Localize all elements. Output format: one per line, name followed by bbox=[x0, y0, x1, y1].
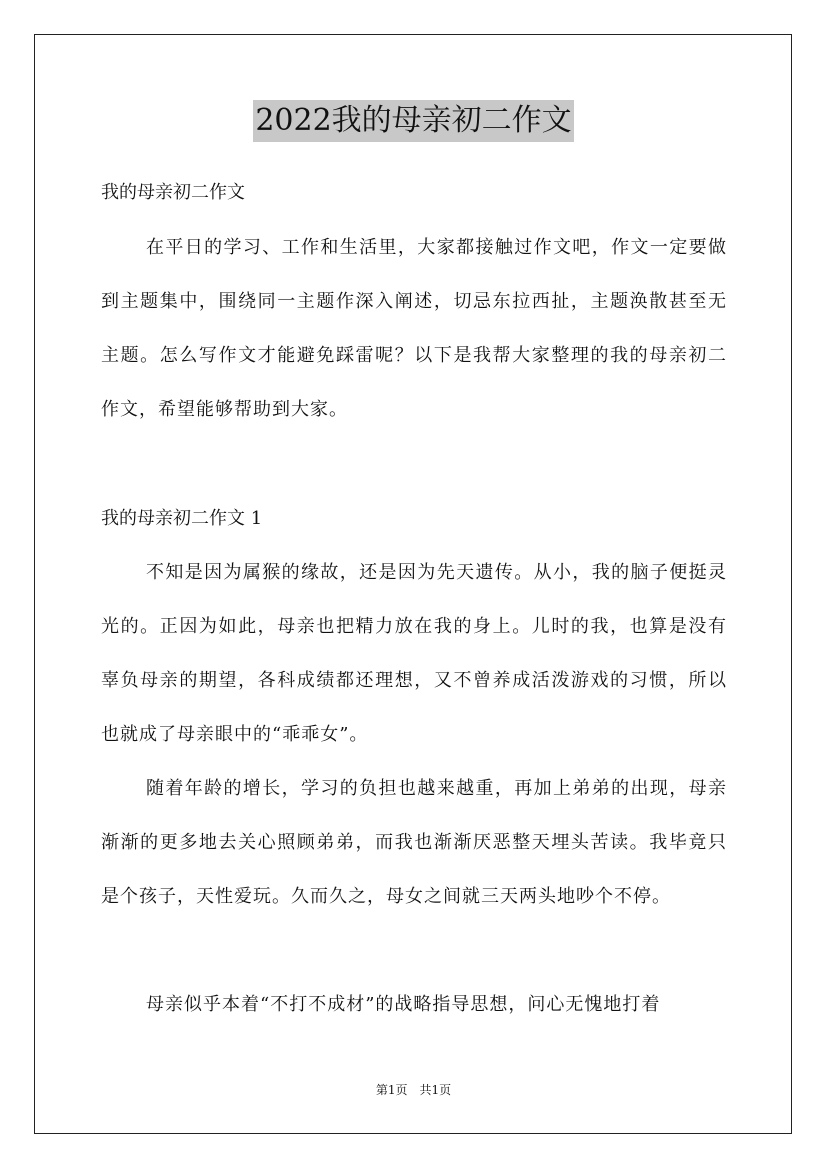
body-paragraph-1: 不知是因为属猴的缘故，还是因为先天遗传。从小，我的脑子便挺灵光的。正因为如此，母亲也把精力放在我的身上。儿时的我，也算是没有辜负母亲的期望，各科成绩都还理想，又不曾养成活泼游戏的习惯，所以也就成了母亲眼中的“乖乖女”。 bbox=[101, 562, 727, 745]
document-title: 2022我的母亲初二作文 bbox=[253, 100, 573, 142]
body-paragraph-3: 母亲似乎本着“不打不成材”的战略指导思想，问心无愧地打着 bbox=[146, 994, 661, 1015]
page-footer: 第1页 共1页 bbox=[375, 1083, 452, 1097]
title-container bbox=[0, 100, 827, 142]
intro-paragraph: 在平日的学习、工作和生活里，大家都接触过作文吧，作文一定要做到主题集中，围绕同一主题作深入阐述，切忌东拉西扯，主题涣散甚至无主题。怎么写作文才能避免踩雷呢？以下是我帮大家整理的我的母亲初二作文，希望能够帮助到大家。 bbox=[101, 237, 727, 420]
section-heading: 我的母亲初二作文 1 bbox=[101, 508, 263, 529]
body-paragraph-2: 随着年龄的增长，学习的负担也越来越重，再加上弟弟的出现，母亲渐渐的更多地去关心照顾弟弟，而我也渐渐厌恶整天埋头苦读。我毕竟只是个孩子，天性爱玩。久而久之，母女之间就三天两头地吵个不停。 bbox=[101, 778, 727, 907]
intro-heading: 我的母亲初二作文 bbox=[101, 182, 245, 203]
